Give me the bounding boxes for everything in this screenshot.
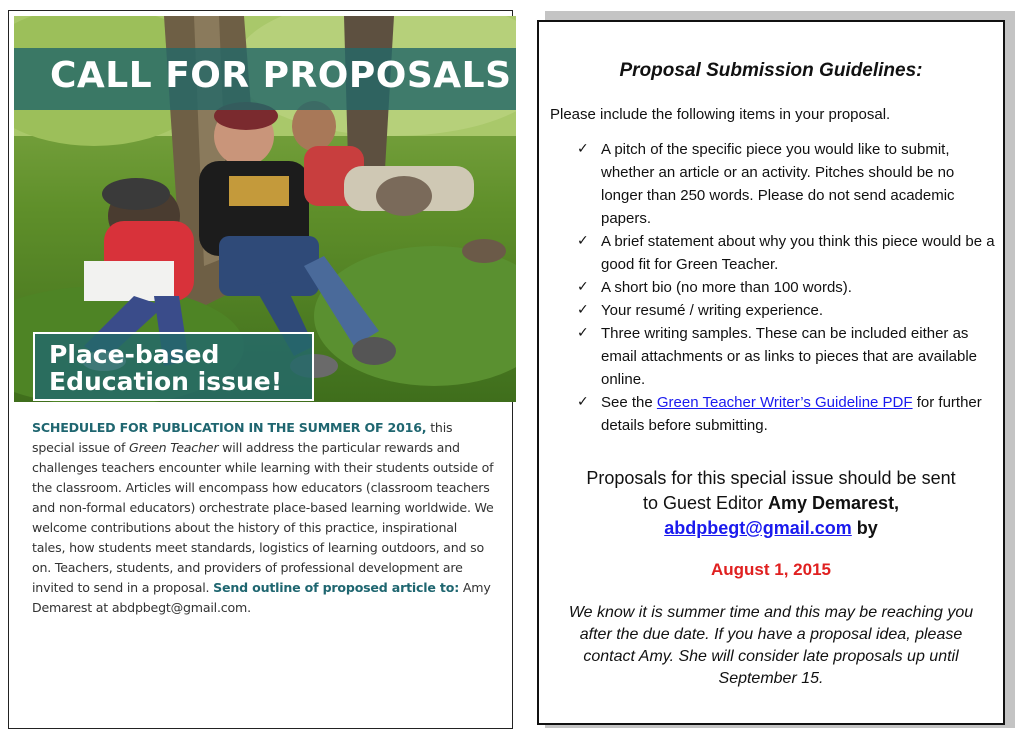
check-icon: ✓ (577, 325, 589, 341)
body-text-2: will address the particular rewards and challenges teachers encounter while learning with their students outside of the classroom. Articles will encompass how educators (classroom teachers and non-formal educators) orchestrate place-based learning worldwide. We welcome contributions about the history of this practice, inspirational tales, how students meet standards, logistics of learning outdoors, and so on. Teachers, students, and providers of professional development are invited to send in a proposal. (32, 440, 494, 595)
list-item: ✓ A brief statement about why you think this piece would be a good fit for Green Teacher. (577, 230, 997, 276)
send-line-2: to Guest Editor Amy Demarest, (642, 493, 900, 513)
guideline-pdf-link[interactable]: Green Teacher Writer’s Guideline PDF (656, 394, 913, 411)
submission-instructions (539, 466, 1003, 541)
call-description (32, 418, 494, 618)
send-to-text: Amy Demarest at abdpbegt@gmail.com. (32, 580, 491, 615)
body-text-1: this special issue of (32, 420, 453, 455)
check-icon: ✓ (577, 394, 589, 410)
page-title: CALL FOR PROPOSALS (50, 55, 512, 96)
check-icon: ✓ (577, 302, 589, 318)
guidelines-panel (537, 20, 1005, 725)
list-item: ✓ Your resumé / writing experience. (577, 299, 997, 322)
send-line-1: Proposals for this special issue should be sent (586, 468, 956, 488)
send-line-3: abdpbegt@gmail.com by (664, 518, 878, 538)
check-icon: ✓ (577, 279, 589, 295)
list-item: ✓ Three writing samples. These can be included either as email attachments or as links to pieces that are available online. (577, 322, 997, 391)
list-item: ✓ A short bio (no more than 100 words). (577, 276, 997, 299)
issue-line-1: Place-based (49, 340, 220, 369)
late-proposal-note: We know it is summer time and this may be reaching you after the due date. If you have a proposal idea, please contact Amy. She will consider late proposals up until September 15. (568, 604, 974, 687)
issue-badge (33, 332, 314, 401)
check-icon: ✓ (577, 141, 589, 157)
editor-name: Amy Demarest, (768, 493, 900, 513)
guidelines-title: Proposal Submission Guidelines: (619, 60, 923, 81)
deadline-date: August 1, 2015 (711, 560, 831, 579)
guidelines-list (577, 138, 997, 437)
send-outline-label: Send outline of proposed article to: (213, 580, 460, 595)
guidelines-intro: Please include the following items in your proposal. (550, 106, 891, 123)
list-item: ✓ See the Green Teacher Writer’s Guideline PDF for further details before submitting. (577, 391, 997, 437)
email-link[interactable]: abdpbegt@gmail.com (664, 518, 852, 538)
publication-lead: SCHEDULED FOR PUBLICATION IN THE SUMMER OF 2016, (32, 420, 427, 435)
check-icon: ✓ (577, 233, 589, 249)
issue-line-2: Education issue! (49, 367, 283, 396)
list-item: ✓ A pitch of the specific piece you would like to submit, whether an article or an activity. Pitches should be no longer than 250 words. Please do not send academic papers. (577, 138, 997, 230)
magazine-name: Green Teacher (129, 440, 219, 455)
